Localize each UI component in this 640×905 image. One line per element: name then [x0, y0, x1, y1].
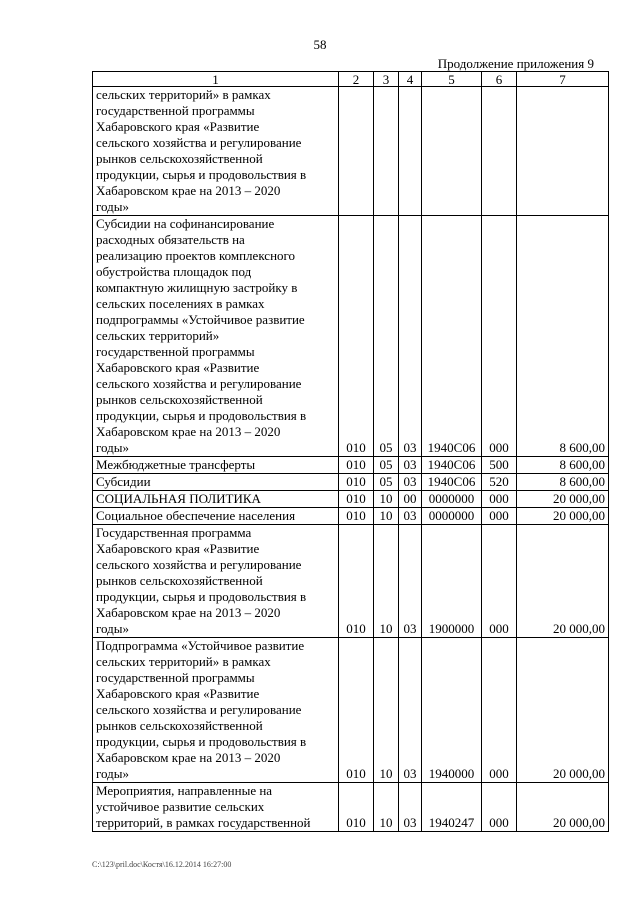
expense-type-cell: 000: [482, 525, 517, 638]
column-header-3: 3: [374, 72, 399, 87]
amount-cell: 20 000,00: [517, 525, 609, 638]
admin-code-cell: 010: [339, 457, 374, 474]
section-cell: 10: [374, 783, 399, 832]
item-name-line: рынков сельскохозяйственной: [96, 573, 263, 588]
section-cell: 05: [374, 457, 399, 474]
column-header-4: 4: [399, 72, 422, 87]
section-cell: [374, 87, 399, 216]
section-cell: 05: [374, 474, 399, 491]
table-row: [93, 216, 609, 457]
subsection-cell: 03: [399, 783, 422, 832]
item-name-cell: [93, 508, 339, 525]
admin-code-cell: 010: [339, 216, 374, 457]
item-name-cell: [93, 491, 339, 508]
item-name-line: годы»: [96, 199, 129, 214]
table-row: [93, 638, 609, 783]
table-body: [93, 87, 609, 832]
item-name-line: годы»: [96, 766, 129, 781]
amount-cell: 8 600,00: [517, 216, 609, 457]
amount-cell: 20 000,00: [517, 491, 609, 508]
subsection-cell: 03: [399, 638, 422, 783]
item-name-line: рынков сельскохозяйственной: [96, 718, 263, 733]
section-cell: 10: [374, 638, 399, 783]
target-article-cell: 1940247: [422, 783, 482, 832]
item-name-line: сельского хозяйства и регулирование: [96, 702, 302, 717]
target-article-cell: 1940С06: [422, 474, 482, 491]
item-name-line: сельских территорий» в рамках: [96, 654, 271, 669]
column-header-7: 7: [517, 72, 609, 87]
admin-code-cell: 010: [339, 491, 374, 508]
admin-code-cell: 010: [339, 783, 374, 832]
item-name-line: годы»: [96, 440, 129, 455]
expense-type-cell: 000: [482, 491, 517, 508]
item-name-line: Субсидии на софинансирование: [96, 216, 275, 231]
item-name-line: обустройства площадок под: [96, 264, 252, 279]
table-row: [93, 457, 609, 474]
item-name-cell: [93, 783, 339, 832]
item-name-line: расходных обязательств на: [96, 232, 245, 247]
item-name-line: устойчивое развитие сельских: [96, 799, 265, 814]
item-name-line: годы»: [96, 621, 129, 636]
column-header-5: 5: [422, 72, 482, 87]
expense-type-cell: 500: [482, 457, 517, 474]
admin-code-cell: 010: [339, 525, 374, 638]
target-article-cell: 1940С06: [422, 216, 482, 457]
column-header-6: 6: [482, 72, 517, 87]
table-row: [93, 525, 609, 638]
section-cell: 10: [374, 491, 399, 508]
item-name-line: территорий, в рамках государственной: [96, 815, 311, 830]
item-name-line: Хабаровского края «Развитие: [96, 541, 260, 556]
item-name-line: Социальное обеспечение населения: [96, 508, 296, 523]
item-name-line: продукции, сырья и продовольствия в: [96, 734, 307, 749]
item-name-cell: [93, 525, 339, 638]
section-cell: 10: [374, 508, 399, 525]
target-article-cell: 1940000: [422, 638, 482, 783]
expense-type-cell: 520: [482, 474, 517, 491]
budget-table: [92, 71, 609, 832]
expense-type-cell: [482, 87, 517, 216]
section-cell: 10: [374, 525, 399, 638]
subsection-cell: 03: [399, 457, 422, 474]
expense-type-cell: 000: [482, 783, 517, 832]
item-name-line: Хабаровского края «Развитие: [96, 360, 260, 375]
item-name-line: продукции, сырья и продовольствия в: [96, 408, 307, 423]
item-name-cell: [93, 87, 339, 216]
table-row: [93, 474, 609, 491]
item-name-cell: [93, 638, 339, 783]
expense-type-cell: 000: [482, 216, 517, 457]
target-article-cell: 0000000: [422, 508, 482, 525]
item-name-cell: [93, 216, 339, 457]
target-article-cell: [422, 87, 482, 216]
subsection-cell: 03: [399, 216, 422, 457]
item-name-line: Хабаровском крае на 2013 – 2020: [96, 605, 281, 620]
item-name-line: СОЦИАЛЬНАЯ ПОЛИТИКА: [96, 491, 261, 506]
admin-code-cell: 010: [339, 508, 374, 525]
item-name-line: компактную жилищную застройку в: [96, 280, 298, 295]
file-path-footer: C:\123\pril.doc\Костя\16.12.2014 16:27:00: [92, 860, 232, 869]
target-article-cell: 1900000: [422, 525, 482, 638]
item-name-cell: [93, 457, 339, 474]
item-name-line: Хабаровском крае на 2013 – 2020: [96, 750, 281, 765]
section-cell: 05: [374, 216, 399, 457]
subsection-cell: 03: [399, 474, 422, 491]
item-name-line: продукции, сырья и продовольствия в: [96, 589, 307, 604]
amount-cell: 8 600,00: [517, 457, 609, 474]
table-row: [93, 491, 609, 508]
table-row: [93, 508, 609, 525]
amount-cell: [517, 87, 609, 216]
item-name-line: Субсидии: [96, 474, 151, 489]
amount-cell: 20 000,00: [517, 638, 609, 783]
item-name-line: сельского хозяйства и регулирование: [96, 135, 302, 150]
admin-code-cell: 010: [339, 474, 374, 491]
item-name-cell: [93, 474, 339, 491]
target-article-cell: 0000000: [422, 491, 482, 508]
continuation-label: Продолжение приложения 9: [437, 56, 594, 71]
item-name-line: Государственная программа: [96, 525, 252, 540]
item-name-line: сельских территорий» в рамках: [96, 87, 271, 102]
subsection-cell: 00: [399, 491, 422, 508]
subsection-cell: 03: [399, 525, 422, 638]
item-name-line: сельского хозяйства и регулирование: [96, 557, 302, 572]
item-name-line: Хабаровского края «Развитие: [96, 119, 260, 134]
amount-cell: 20 000,00: [517, 783, 609, 832]
item-name-line: Мероприятия, направленные на: [96, 783, 273, 798]
item-name-line: реализацию проектов комплексного: [96, 248, 296, 263]
column-header-1: 1: [93, 72, 339, 87]
item-name-line: Хабаровском крае на 2013 – 2020: [96, 183, 281, 198]
expense-type-cell: 000: [482, 508, 517, 525]
item-name-line: подпрограммы «Устойчивое развитие: [96, 312, 305, 327]
expense-type-cell: 000: [482, 638, 517, 783]
column-number-row: [93, 72, 609, 87]
admin-code-cell: 010: [339, 638, 374, 783]
target-article-cell: 1940С06: [422, 457, 482, 474]
amount-cell: 8 600,00: [517, 474, 609, 491]
item-name-line: государственной программы: [96, 344, 255, 359]
page-number: 58: [313, 37, 327, 52]
item-name-line: Хабаровского края «Развитие: [96, 686, 260, 701]
item-name-line: государственной программы: [96, 670, 255, 685]
subsection-cell: 03: [399, 508, 422, 525]
table-row: [93, 87, 609, 216]
item-name-line: рынков сельскохозяйственной: [96, 392, 263, 407]
item-name-line: Подпрограмма «Устойчивое развитие: [96, 638, 305, 653]
amount-cell: 20 000,00: [517, 508, 609, 525]
item-name-line: государственной программы: [96, 103, 255, 118]
admin-code-cell: [339, 87, 374, 216]
table-row: [93, 783, 609, 832]
subsection-cell: [399, 87, 422, 216]
item-name-line: сельских территорий»: [96, 328, 220, 343]
item-name-line: Хабаровском крае на 2013 – 2020: [96, 424, 281, 439]
item-name-line: сельских поселениях в рамках: [96, 296, 265, 311]
item-name-line: Межбюджетные трансферты: [96, 457, 256, 472]
item-name-line: сельского хозяйства и регулирование: [96, 376, 302, 391]
item-name-line: продукции, сырья и продовольствия в: [96, 167, 307, 182]
item-name-line: рынков сельскохозяйственной: [96, 151, 263, 166]
column-header-2: 2: [339, 72, 374, 87]
